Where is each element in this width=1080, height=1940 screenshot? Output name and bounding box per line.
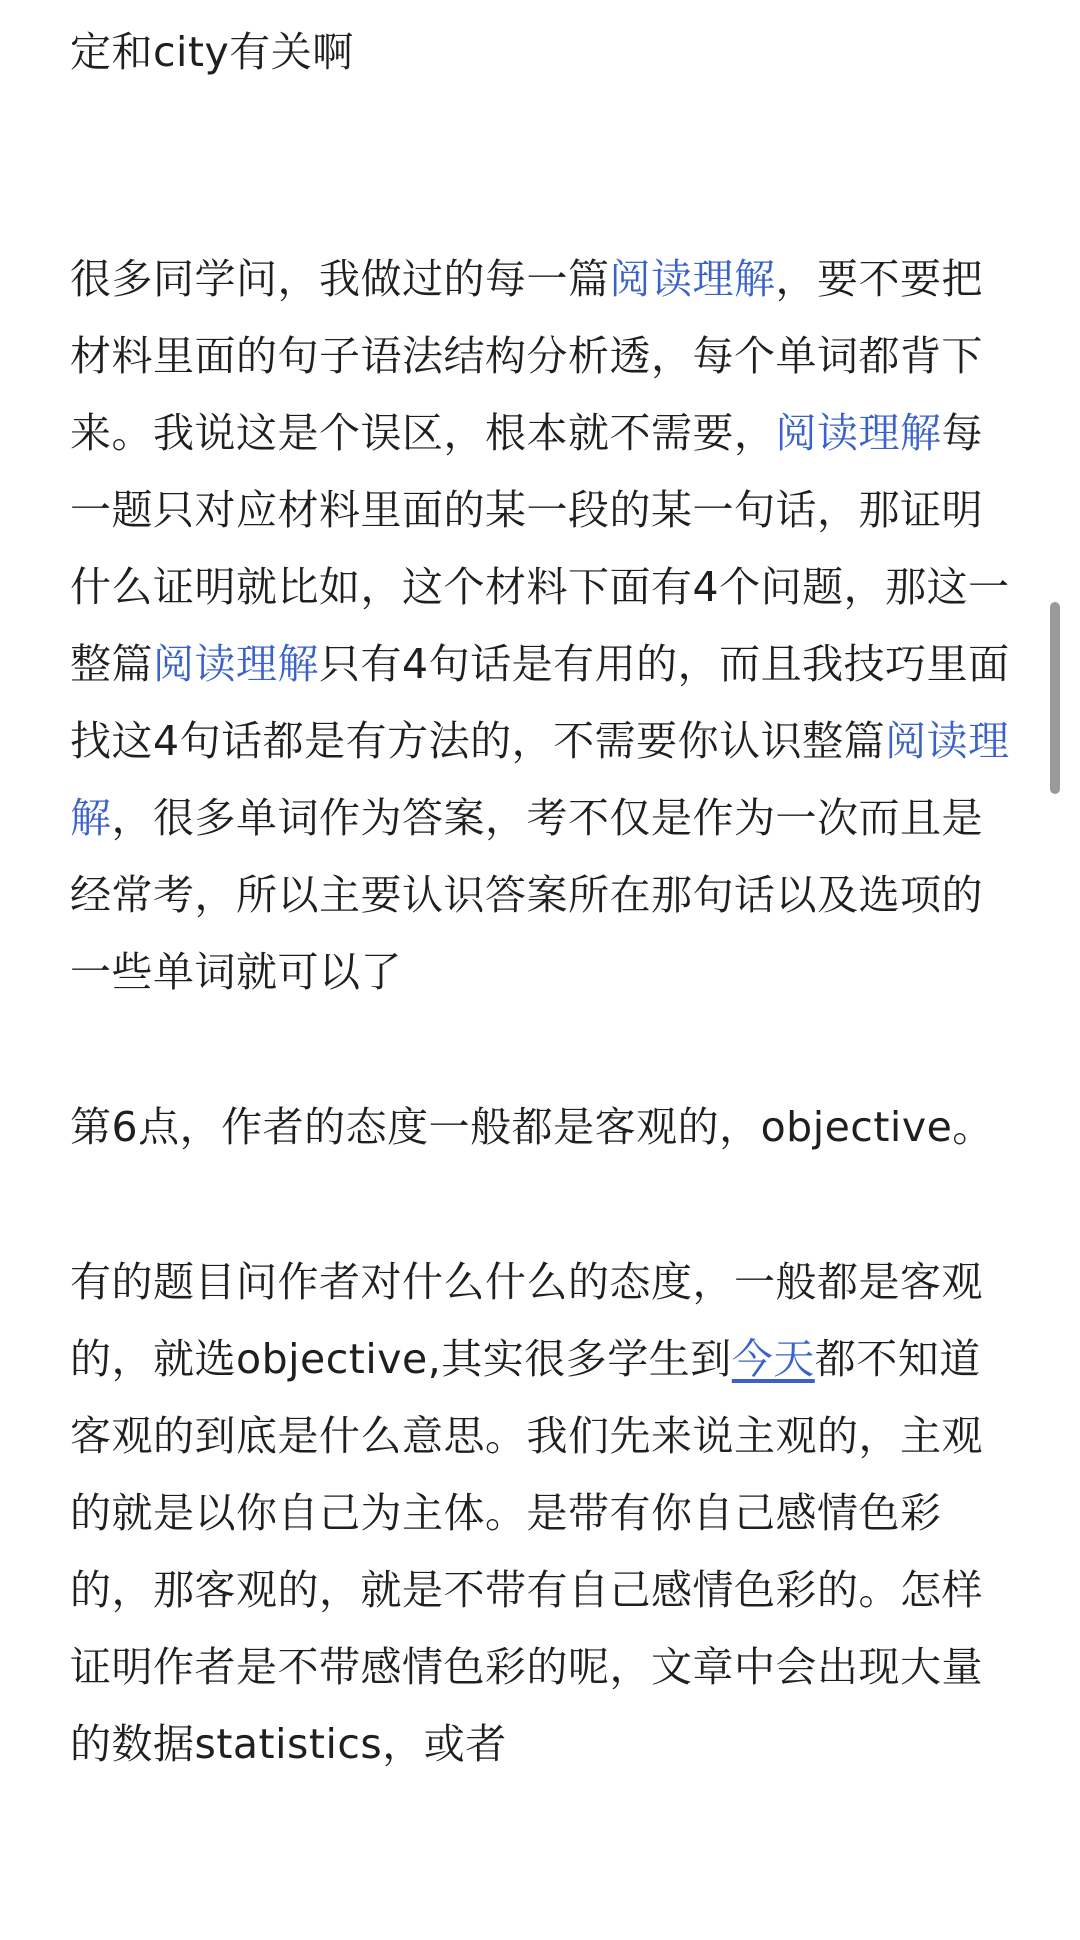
paragraph-2 xyxy=(70,1089,1010,1166)
paragraph-0 xyxy=(70,14,1010,91)
text-segment: 定和city有关啊 xyxy=(70,28,354,76)
text-segment: 很多同学问，我做过的每一篇 xyxy=(70,255,610,303)
keyword-link-reading-comprehension[interactable]: 阅读理解 xyxy=(609,255,776,303)
text-segment: 每一题只对应材料里面的某一段的某一句话，那证明什么证明就比如，这个材料下面有4个问题，那这一整篇 xyxy=(70,409,1010,688)
scrollbar-thumb[interactable] xyxy=(1050,602,1060,794)
text-segment: 第6点，作者的态度一般都是客观的，objective。 xyxy=(70,1103,994,1151)
text-segment: 都不知道客观的到底是什么意思。我们先来说主观的，主观的就是以你自己为主体。是带有你自己感情色彩的，那客观的，就是不带有自己感情色彩的。怎样证明作者是不带感情色彩的呢，文章中会出现大量的数据statistics，或者 xyxy=(70,1335,983,1768)
paragraph-1 xyxy=(70,241,1010,1011)
text-segment: ，很多单词作为答案，考不仅是作为一次而且是经常考，所以主要认识答案所在那句话以及选项的一些单词就可以了 xyxy=(70,794,983,996)
keyword-link-reading-comprehension[interactable]: 阅读理解 xyxy=(775,409,942,457)
keyword-link-reading-comprehension[interactable]: 阅读理解 xyxy=(70,717,1010,842)
keyword-link-today[interactable]: 今天 xyxy=(731,1335,815,1383)
article-body xyxy=(70,14,1010,1783)
paragraph-3 xyxy=(70,1244,1010,1783)
keyword-link-reading-comprehension[interactable]: 阅读理解 xyxy=(153,640,319,688)
text-segment: ，要不要把材料里面的句子语法结构分析透，每个单词都背下来。我说这是个误区，根本就不需要， xyxy=(70,255,983,457)
text-segment: 只有4句话是有用的，而且我技巧里面找这4句话都是有方法的，不需要你认识整篇 xyxy=(70,640,1010,765)
text-segment: 有的题目问作者对什么什么的态度，一般都是客观的，就选objective,其实很多学生到 xyxy=(70,1258,983,1383)
